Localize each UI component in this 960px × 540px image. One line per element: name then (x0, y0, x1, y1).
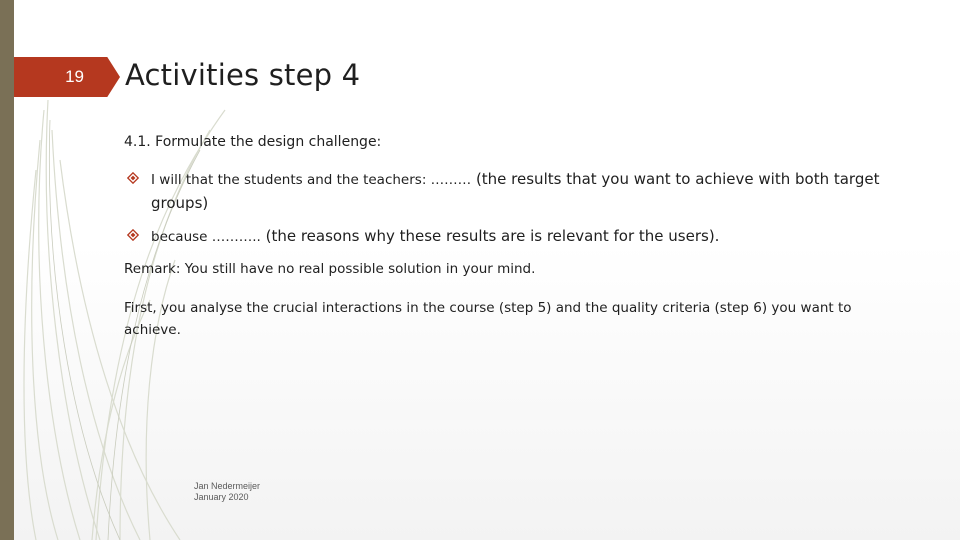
diamond-bullet-icon (127, 172, 139, 184)
bullet-lead: because ……….. (151, 229, 261, 245)
bullet-lead: I will that the students and the teachers: ……… (151, 172, 472, 188)
bullet-item (124, 168, 894, 215)
slide-content (124, 134, 894, 341)
slide-title: Activities step 4 (125, 58, 361, 92)
bullet-rest: (the results that you want to achieve with both target groups) (151, 170, 880, 212)
bullet-item (124, 225, 894, 249)
footer-date: January 2020 (194, 492, 249, 502)
bullet-rest: (the reasons why these results are is relevant for the users). (260, 227, 720, 245)
diamond-bullet-icon (127, 229, 139, 241)
footer (194, 481, 260, 503)
instruction-paragraph: First, you analyse the crucial interactions in the course (step 5) and the quality criteria (step 6) you want to achieve. (124, 300, 852, 338)
footer-author: Jan Nedermeijer (194, 481, 261, 491)
slide-number: 19 (65, 67, 84, 86)
subheading: 4.1. Formulate the design challenge: (124, 134, 382, 150)
remark-text: Remark: You still have no real possible solution in your mind. (124, 261, 536, 277)
